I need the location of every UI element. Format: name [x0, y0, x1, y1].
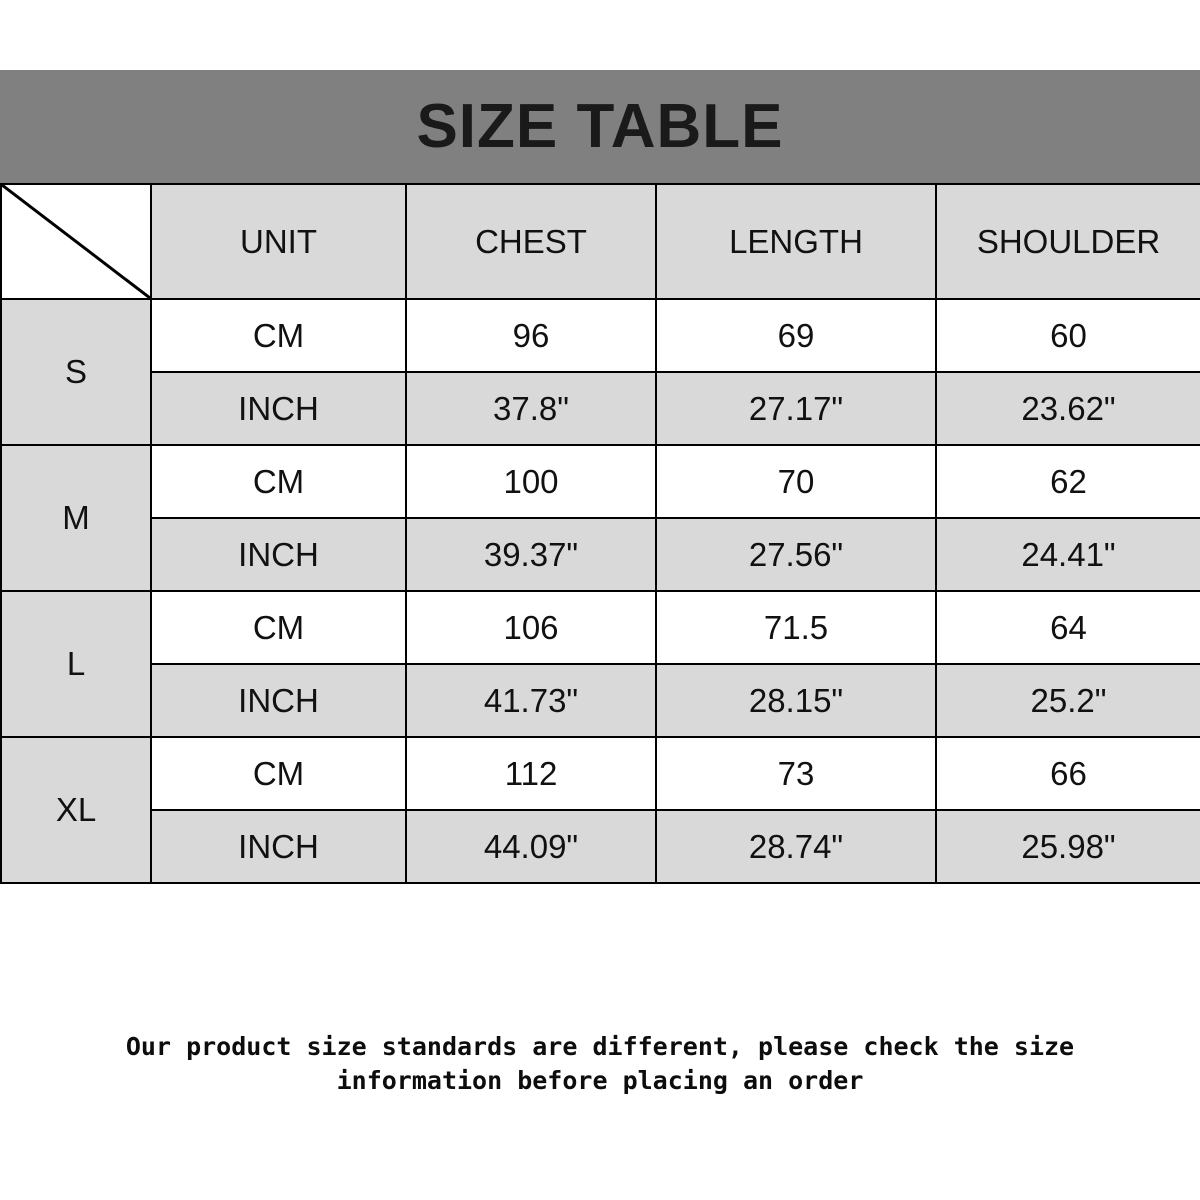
corner-diagonal-cell — [1, 184, 151, 299]
cell-unit: INCH — [151, 810, 406, 883]
column-header-chest: CHEST — [406, 184, 656, 299]
cell-shoulder: 64 — [936, 591, 1200, 664]
cell-length: 69 — [656, 299, 936, 372]
cell-unit: CM — [151, 299, 406, 372]
table-row — [1, 664, 1200, 737]
diagonal-line-icon — [2, 185, 150, 298]
cell-unit: CM — [151, 591, 406, 664]
cell-shoulder: 60 — [936, 299, 1200, 372]
table-row — [1, 591, 1200, 664]
cell-chest: 37.8" — [406, 372, 656, 445]
cell-length: 71.5 — [656, 591, 936, 664]
page-title: SIZE TABLE — [416, 91, 784, 161]
size-label-l: L — [1, 591, 151, 737]
cell-unit: INCH — [151, 518, 406, 591]
table-row — [1, 372, 1200, 445]
cell-length: 27.56" — [656, 518, 936, 591]
cell-shoulder: 62 — [936, 445, 1200, 518]
footer-note-line-1: Our product size standards are different, please check the size — [125, 1032, 1075, 1061]
table-header-row — [1, 184, 1200, 299]
cell-shoulder: 24.41" — [936, 518, 1200, 591]
cell-length: 73 — [656, 737, 936, 810]
cell-chest: 100 — [406, 445, 656, 518]
table-row — [1, 737, 1200, 810]
cell-chest: 96 — [406, 299, 656, 372]
cell-length: 27.17" — [656, 372, 936, 445]
cell-unit: CM — [151, 445, 406, 518]
cell-unit: INCH — [151, 372, 406, 445]
cell-unit: INCH — [151, 664, 406, 737]
size-table — [0, 183, 1200, 884]
cell-shoulder: 25.2" — [936, 664, 1200, 737]
cell-chest: 112 — [406, 737, 656, 810]
cell-chest: 41.73" — [406, 664, 656, 737]
cell-shoulder: 23.62" — [936, 372, 1200, 445]
size-label-xl: XL — [1, 737, 151, 883]
title-banner — [0, 70, 1200, 183]
cell-length: 28.15" — [656, 664, 936, 737]
column-header-shoulder: SHOULDER — [936, 184, 1200, 299]
cell-shoulder: 25.98" — [936, 810, 1200, 883]
footer-note — [0, 1030, 1200, 1098]
cell-unit: CM — [151, 737, 406, 810]
size-label-m: M — [1, 445, 151, 591]
cell-chest: 44.09" — [406, 810, 656, 883]
size-label-s: S — [1, 299, 151, 445]
table-row — [1, 299, 1200, 372]
footer-note-line-2: information before placing an order — [336, 1065, 864, 1095]
cell-length: 70 — [656, 445, 936, 518]
cell-chest: 39.37" — [406, 518, 656, 591]
table-row — [1, 518, 1200, 591]
cell-shoulder: 66 — [936, 737, 1200, 810]
column-header-length: LENGTH — [656, 184, 936, 299]
table-row — [1, 810, 1200, 883]
cell-length: 28.74" — [656, 810, 936, 883]
cell-chest: 106 — [406, 591, 656, 664]
column-header-unit: UNIT — [151, 184, 406, 299]
table-row — [1, 445, 1200, 518]
